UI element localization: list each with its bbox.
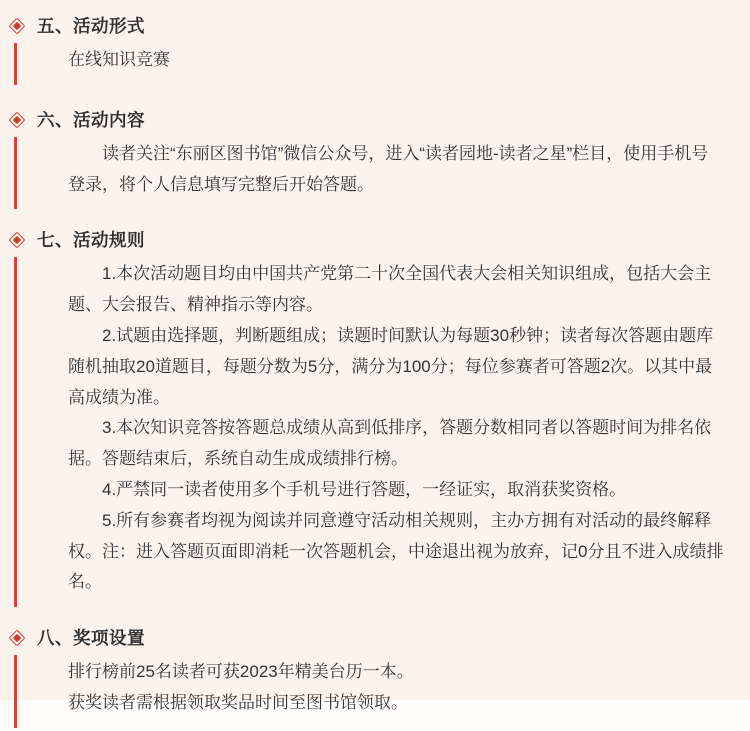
- section-header: [0, 14, 750, 38]
- section-activity-content: [0, 108, 750, 213]
- diamond-bullet-icon: [9, 112, 24, 127]
- paragraph: 排行榜前25名读者可获2023年精美台历一本。: [68, 662, 414, 682]
- section-header: [0, 228, 750, 252]
- section-activity-rules: [0, 228, 750, 610]
- section-content: [0, 38, 750, 88]
- section-content: [0, 252, 750, 610]
- diamond-bullet-icon: [9, 19, 24, 34]
- section-title: 六、活动内容: [37, 109, 145, 130]
- section-accent-line: [14, 257, 17, 607]
- section-accent-line: [14, 655, 17, 728]
- section-content: [0, 132, 750, 213]
- diamond-bullet-icon: [9, 233, 24, 248]
- paragraph: 获奖读者需根据领取奖品时间至图书馆领取。: [68, 692, 408, 712]
- section-title: 八、奖项设置: [37, 628, 145, 649]
- section-title: 七、活动规则: [37, 230, 145, 251]
- section-activity-format: [0, 14, 750, 88]
- section-content: [0, 650, 750, 731]
- paragraph: 在线知识竞赛: [68, 50, 170, 69]
- section-accent-line: [14, 43, 17, 85]
- paragraph: 读者关注“东丽区图书馆”微信公众号，进入“读者园地-读者之星”栏目，使用手机号登录，将个人信息填写完整后开始答题。: [68, 143, 709, 194]
- section-header: [0, 626, 750, 650]
- section-accent-line: [14, 137, 17, 210]
- section-header: [0, 108, 750, 132]
- paragraph: 2.试题由选择题，判断题组成；读题时间默认为每题30秒钟；读者每次答题由题库随机抽取20道题目，每题分数为5分，满分为100分；每位参赛者可答题2次。以其中最高成绩为准。: [68, 325, 714, 407]
- paragraph: 4.严禁同一读者使用多个手机号进行答题，一经证实，取消获奖资格。: [102, 479, 627, 499]
- paragraph: 1.本次活动题目均由中国共产党第二十次全国代表大会相关知识组成，包括大会主题、大会报告、精神指示等内容。: [68, 264, 712, 315]
- paragraph: 3.本次知识竞答按答题总成绩从高到低排序，答题分数相同者以答题时间为排名依据。答题结束后，系统自动生成成绩排行榜。: [68, 418, 712, 469]
- section-prize-setup: [0, 626, 750, 731]
- paragraph: 5.所有参赛者均视为阅读并同意遵守活动相关规则，主办方拥有对活动的最终解释权。注：进入答题页面即消耗一次答题机会，中途退出视为放弃，记0分且不进入成绩排名。: [68, 510, 724, 592]
- section-title: 五、活动形式: [37, 16, 145, 36]
- diamond-bullet-icon: [9, 631, 24, 646]
